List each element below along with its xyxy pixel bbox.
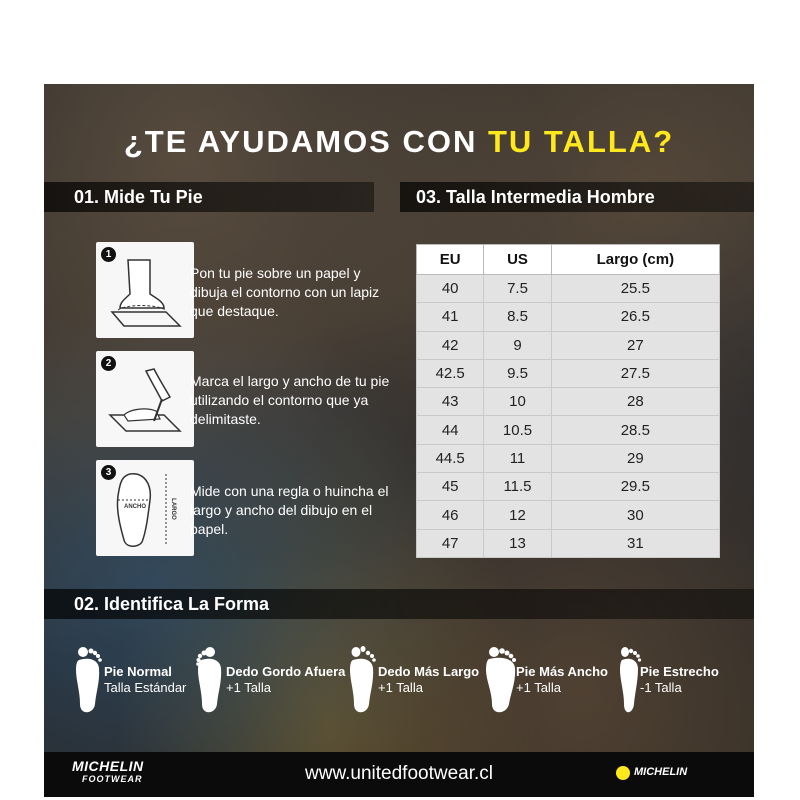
shape-pie-estrecho	[616, 646, 746, 718]
cell-us: 12	[484, 501, 551, 529]
step3-illustration	[96, 460, 194, 556]
shape-name: Dedo Más Largo	[378, 664, 480, 679]
cell-eu: 44	[417, 416, 484, 444]
table-row	[417, 303, 720, 331]
section1-header	[44, 182, 374, 212]
cell-eu: 45	[417, 473, 484, 501]
cell-largo: 28	[551, 388, 719, 416]
step2-illustration	[96, 351, 194, 447]
brand-left-line2: FOOTWEAR	[82, 774, 143, 784]
step2-number: 2	[101, 356, 116, 371]
shape-dedo-mas-largo	[348, 646, 488, 718]
cell-largo: 30	[551, 501, 719, 529]
cell-largo: 27	[551, 331, 719, 359]
step1-text: Pon tu pie sobre un papel y dibuja el contorno con un lapiz que destaque.	[190, 265, 380, 319]
table-row	[417, 388, 720, 416]
cell-largo: 25.5	[551, 275, 719, 303]
shape-name: Dedo Gordo Afuera	[226, 664, 346, 679]
bibendum-icon	[616, 766, 630, 780]
cell-eu: 42	[417, 331, 484, 359]
cell-eu: 46	[417, 501, 484, 529]
table-row	[417, 473, 720, 501]
headline-part1: ¿TE AYUDAMOS CON	[123, 124, 488, 159]
step2-text: Marca el largo y ancho de tu pie utilizando el contorno que ya delimitaste.	[190, 373, 390, 427]
largo-label: LARGO	[169, 498, 176, 520]
cell-eu: 44.5	[417, 444, 484, 472]
cell-us: 11	[484, 444, 551, 472]
shape-name: Pie Estrecho	[640, 664, 719, 679]
cell-us: 8.5	[484, 303, 551, 331]
cell-eu: 41	[417, 303, 484, 331]
cell-largo: 27.5	[551, 359, 719, 387]
section3-title: 03. Talla Intermedia Hombre	[416, 187, 655, 207]
website-link[interactable]: www.unitedfootwear.cl	[305, 763, 493, 784]
cell-largo: 29	[551, 444, 719, 472]
header-largo: Largo (cm)	[551, 245, 719, 275]
shape-adjustment: +1 Talla	[226, 680, 271, 695]
hand-marking-icon	[106, 363, 186, 443]
section1-title: 01. Mide Tu Pie	[74, 187, 203, 207]
table-row	[417, 359, 720, 387]
long-toe-foot-icon	[348, 646, 376, 716]
step1-illustration	[96, 242, 194, 338]
shape-adjustment: -1 Talla	[640, 680, 682, 695]
shape-name: Pie Normal	[104, 664, 172, 679]
table-row	[417, 275, 720, 303]
cell-us: 13	[484, 529, 551, 557]
section2-title: 02. Identifica La Forma	[74, 594, 270, 614]
cell-us: 11.5	[484, 473, 551, 501]
brand-left-line1: MICHELIN	[72, 758, 144, 774]
table-row	[417, 529, 720, 557]
shape-adjustment: +1 Talla	[516, 680, 561, 695]
cell-us: 9.5	[484, 359, 551, 387]
section2-header	[44, 589, 754, 619]
headline	[44, 124, 754, 160]
cell-eu: 43	[417, 388, 484, 416]
header-eu: EU	[417, 245, 484, 275]
cell-us: 10.5	[484, 416, 551, 444]
cell-largo: 31	[551, 529, 719, 557]
table-row	[417, 501, 720, 529]
bunion-foot-icon	[196, 646, 224, 716]
size-table	[416, 244, 720, 558]
headline-highlight: TU TALLA?	[487, 124, 675, 159]
shape-dedo-gordo-afuera	[196, 646, 356, 718]
table-row	[417, 416, 720, 444]
narrow-foot-icon	[616, 646, 642, 716]
shape-adjustment: +1 Talla	[378, 680, 423, 695]
cell-us: 10	[484, 388, 551, 416]
shape-adjustment: Talla Estándar	[104, 680, 187, 695]
section3-header	[400, 182, 754, 212]
table-row	[417, 331, 720, 359]
cell-largo: 28.5	[551, 416, 719, 444]
cell-largo: 26.5	[551, 303, 719, 331]
table-header-row	[417, 245, 720, 275]
cell-us: 7.5	[484, 275, 551, 303]
step3-text: Mide con una regla o huincha el largo y ancho del dibujo en el papel.	[190, 483, 389, 537]
shape-pie-normal	[74, 646, 214, 718]
size-table-grid	[416, 244, 720, 558]
header-us: US	[484, 245, 551, 275]
wide-foot-icon	[486, 646, 516, 716]
cell-us: 9	[484, 331, 551, 359]
cell-largo: 29.5	[551, 473, 719, 501]
shape-pie-mas-ancho	[486, 646, 616, 718]
foot-on-paper-icon	[106, 254, 186, 334]
step1-number: 1	[101, 247, 116, 262]
cell-eu: 47	[417, 529, 484, 557]
step3-number: 3	[101, 465, 116, 480]
shape-name: Pie Más Ancho	[516, 664, 608, 679]
footer	[44, 752, 754, 797]
table-row	[417, 444, 720, 472]
cell-eu: 40	[417, 275, 484, 303]
michelin-logo: MICHELIN	[634, 766, 688, 778]
normal-foot-icon	[74, 646, 102, 716]
size-guide-card	[44, 84, 754, 797]
ancho-label: ANCHO	[124, 504, 146, 510]
cell-eu: 42.5	[417, 359, 484, 387]
